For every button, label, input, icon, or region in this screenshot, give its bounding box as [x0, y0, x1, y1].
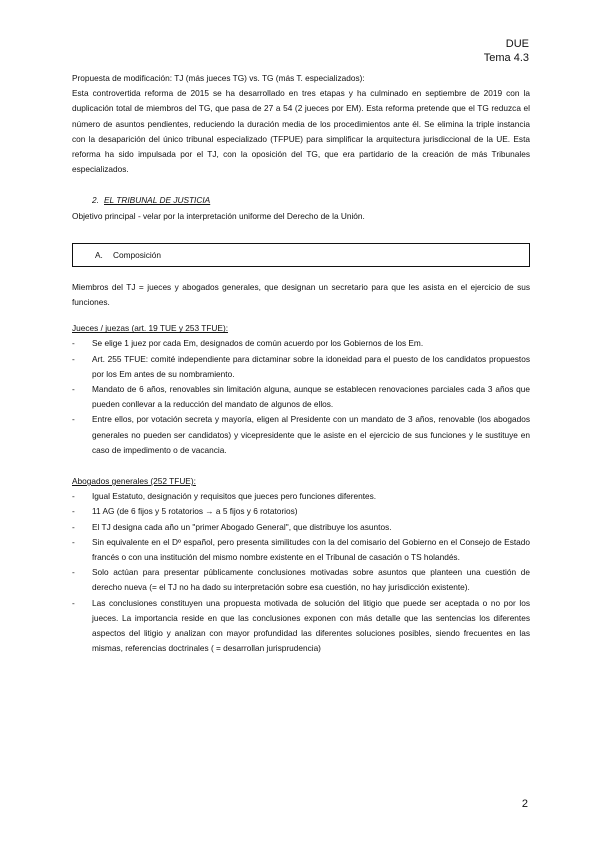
bullet-dash: - [72, 384, 75, 395]
page-header [484, 37, 529, 65]
section-title: EL TRIBUNAL DE JUSTICIA [104, 195, 211, 206]
subsection-letter: A. [95, 249, 103, 260]
section-objective: Objetivo principal - velar por la interpretación uniforme del Derecho de la Unión. [72, 210, 365, 221]
bullet-dash: - [72, 353, 75, 364]
page-body [72, 71, 530, 657]
advocates-heading: Abogados generales (252 TFUE): [72, 476, 196, 487]
reform-title: Propuesta de modificación: TJ (más jueces TG) vs. TG (más T. especializados): [72, 73, 365, 83]
bullet-dash: - [72, 567, 75, 578]
list-item: - Mandato de 6 años, renovables sin limitación alguna, aunque se establecen renovaciones parciales cada 3 años que pueden conllevar a la reducción del mandato de algunos de ellos. [72, 384, 530, 410]
list-item: - Sin equivalente en el Dº español, pero presenta similitudes con la del comisario del Gobierno en el Consejo de Estado francés o con una institución del mismo nombre existente en el Tribunal de casación o TS holandés. [72, 536, 530, 563]
list-item: - Art. 255 TFUE: comité independiente para dictaminar sobre la idoneidad para el puesto de los candidatos propuestos por los Em antes de su nombramiento. [72, 353, 530, 379]
bullet-dash: - [72, 506, 75, 517]
section-number: 2. [92, 195, 99, 206]
topic-label: Tema 4.3 [483, 52, 529, 64]
list-item: - 11 AG (de 6 fijos y 5 rotatorios → a 5 fijos y 6 rotatorios) [72, 504, 530, 519]
members-paragraph: Miembros del TJ = jueces y abogados generales, que designan un secretario para que les asista en el ejercicio de sus funciones. [72, 281, 530, 308]
section-heading [72, 193, 530, 208]
judges-heading: Jueces / juezas (art. 19 TUE y 253 TFUE): [72, 323, 229, 334]
list-item: - Igual Estatuto, designación y requisitos que jueces pero funciones diferentes. [72, 489, 530, 504]
bullet-dash: - [72, 338, 75, 349]
judges-list [72, 336, 530, 458]
list-item: - Las conclusiones constituyen una propuesta motivada de solución del litigio que puede ser aceptada o no por los jueces. La importancia reside en que las conclusiones exponen con más detalle que las sentencias los diferentes aspectos del litigio y analizan con mayor profundidad las diferentes soluciones posibles, siendo frecuentes en las mismas, referencias doctrinales ( = desarrollan jurisprudencia) [72, 597, 530, 654]
subsection-title: Composición [113, 249, 161, 260]
subsection-box [72, 243, 530, 267]
list-item: - Entre ellos, por votación secreta y mayoría, eligen al Presidente con un mandato de 3 años, renovable (los abogados generales no pueden ser candidatos) y vicepresidente que le asiste en el ejercicio de sus funciones y le sustituye en caso de impedimento o de vacancia. [72, 414, 530, 455]
bullet-dash: - [72, 414, 75, 425]
list-item: - El TJ designa cada año un "primer Abogado General", que distribuye los asuntos. [72, 520, 530, 535]
bullet-dash: - [72, 521, 75, 532]
bullet-dash: - [72, 536, 75, 547]
bullet-dash: - [72, 597, 75, 608]
list-item: - Se elige 1 juez por cada Em, designados de común acuerdo por los Gobiernos de los Em. [72, 336, 530, 351]
page-number: 2 [521, 798, 528, 810]
list-item: - Solo actúan para presentar públicamente conclusiones motivadas sobre asuntos que planteen una cuestión de derecho nueva (= el TJ no ha dado su interpretación sobre esa cuestión, no hay jurisdicción existente). [72, 567, 530, 593]
bullet-dash: - [72, 491, 75, 502]
reform-paragraph: Esta controvertida reforma de 2015 se ha desarrollado en tres etapas y ha culminado en septiembre de 2019 con la duplicación total de miembros del TG, que pasa de 27 a 54 (2 jueces por EM). Esta reforma pretende que el TG reduzca el número de asuntos pendientes, reduciendo la duración media de los procedimientos ante él. Se elimina la triple instancia con la desaparición del único tribunal especializado (TFPUE) para simplificar la arquitectura jurisdiccional de la UE. Esta reforma ha sido impulsada por el TJ, con la oposición del TG, que era partidario de la creación de más Tribunales especializados. [72, 88, 530, 175]
advocates-list [72, 489, 530, 656]
course-label: DUE [505, 38, 529, 50]
